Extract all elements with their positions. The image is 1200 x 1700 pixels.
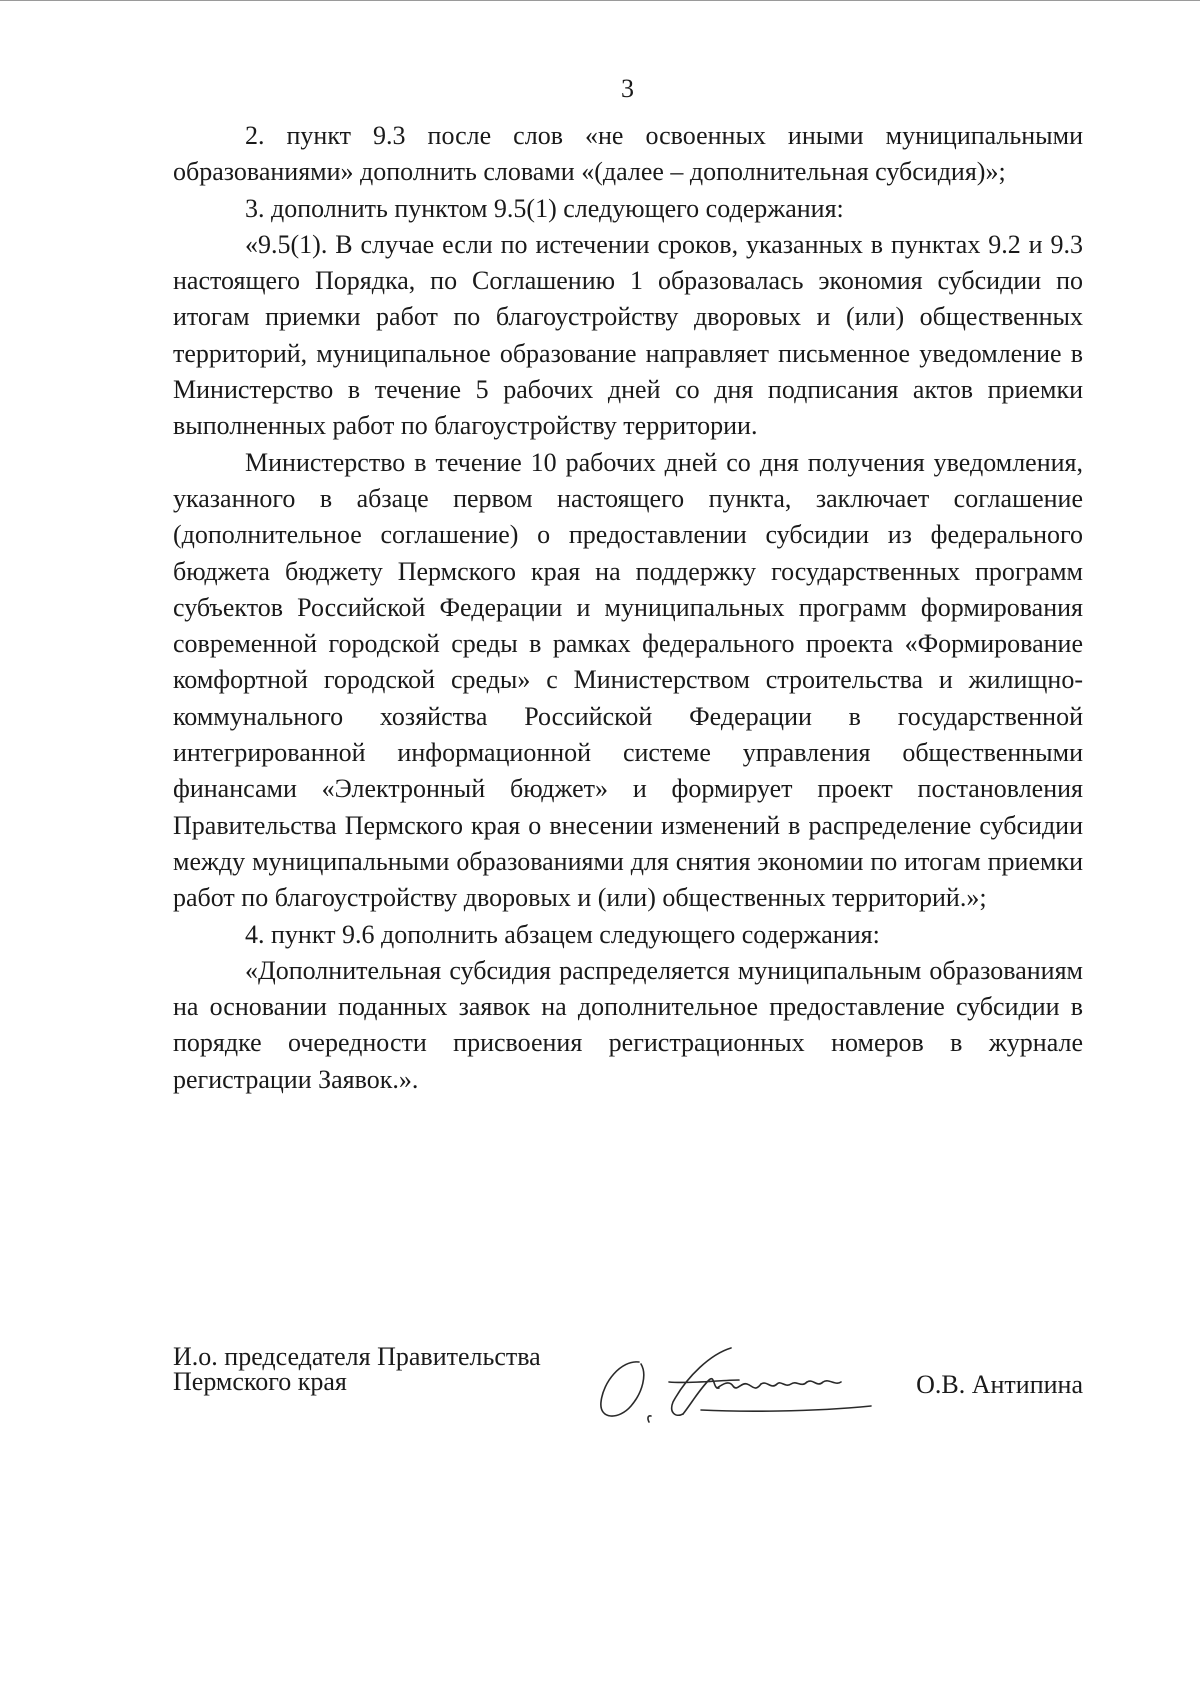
paragraph-clause-9-5-1: «9.5(1). В случае если по истечении сроков, указанных в пунктах 9.2 и 9.3 настоящего Порядка, по Соглашению 1 образовалась экономия субсидии по итогам приемки работ по благоустройству дворовых и (или) общественных территорий, муниципальное образование направляет письменное уведомление в Министерство в течение 5 рабочих дней со дня подписания актов приемки выполненных работ по благоустройству территории. bbox=[173, 229, 1083, 441]
handwritten-signature-icon bbox=[591, 1340, 891, 1430]
document-body bbox=[173, 118, 1083, 1098]
signatory-title-line2: Пермского края bbox=[173, 1367, 347, 1396]
paragraph-ministry-procedure: Министерство в течение 10 рабочих дней со дня получения уведомления, указанного в абзаце первом настоящего пункта, заключает соглашение (дополнительное соглашение) о предоставлении субсидии из федерального бюджета бюджету Пермского края на поддержку государственных программ субъектов Российской Федерации и муниципальных программ формирования современной городской среды в рамках федерального проекта «Формирование комфортной городской среды» с Министерством строительства и жилищно-коммунального хозяйства Российской Федерации в государственной интегрированной информационной системе управления общественными финансами «Электронный бюджет» и формирует проект постановления Правительства Пермского края о внесении изменений в распределение субсидии между муниципальными образованиями для снятия экономии по итогам приемки работ по благоустройству дворовых и (или) общественных территорий.»; bbox=[173, 447, 1083, 913]
paragraph-item-4: 4. пункт 9.6 дополнить абзацем следующего содержания: bbox=[245, 919, 880, 949]
signature-block bbox=[173, 1344, 1083, 1424]
page-number: 3 bbox=[621, 74, 634, 103]
signatory-name: О.В. Антипина bbox=[916, 1370, 1083, 1399]
paragraph-item-3: 3. дополнить пунктом 9.5(1) следующего содержания: bbox=[245, 193, 844, 223]
signatory-title-line1: И.о. председателя Правительства bbox=[173, 1342, 541, 1371]
signatory-title bbox=[173, 1344, 541, 1394]
paragraph-additional-subsidy: «Дополнительная субсидия распределяется муниципальным образованиям на основании поданных заявок на дополнительное предоставление субсидии в порядке очередности присвоения регистрационных номеров в журнале регистрации Заявок.». bbox=[173, 955, 1083, 1094]
paragraph-item-2: 2. пункт 9.3 после слов «не освоенных иными муниципальными образованиями» дополнить словами «(далее – дополнительная субсидия)»; bbox=[173, 121, 1083, 187]
